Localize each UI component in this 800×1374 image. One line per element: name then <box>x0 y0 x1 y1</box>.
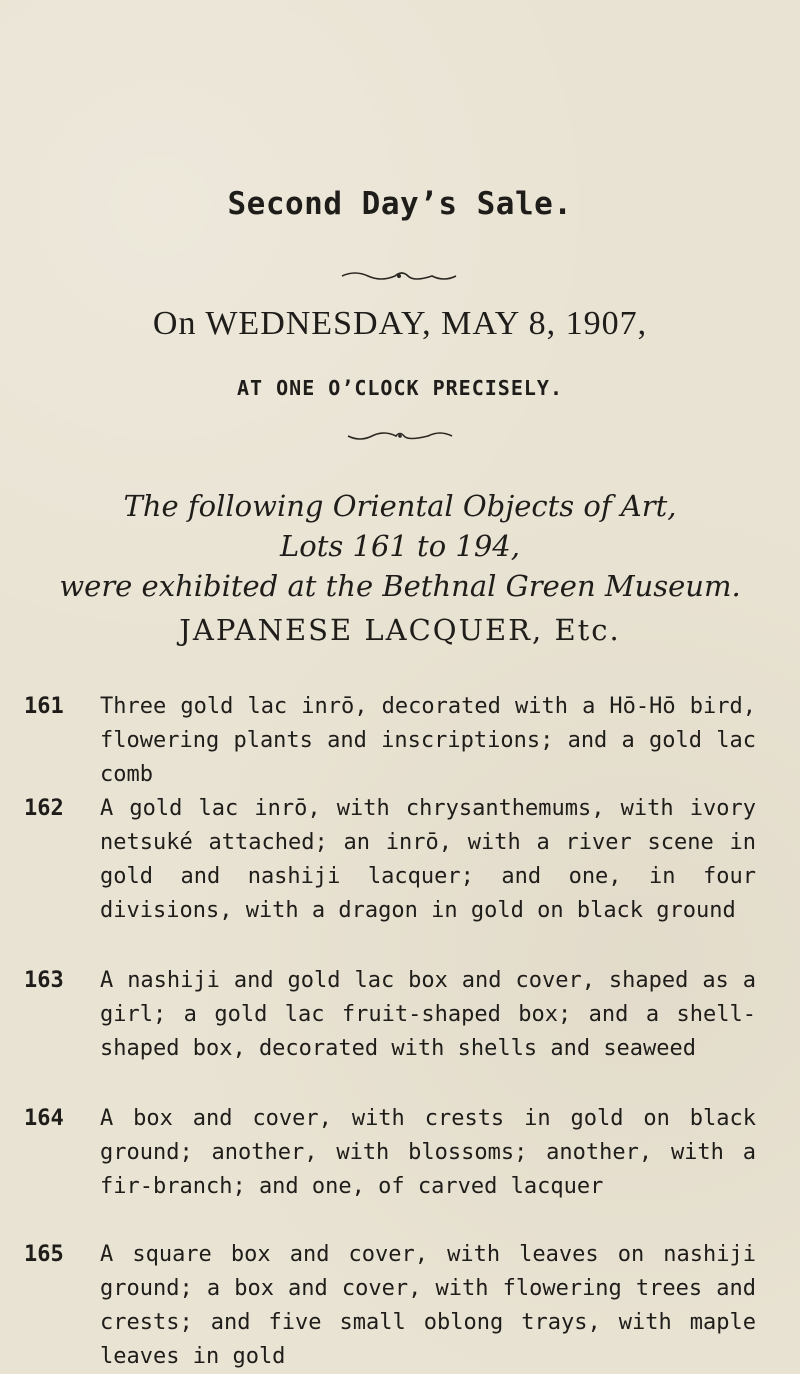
lot-number: 161 <box>24 694 64 719</box>
lot-item <box>24 690 756 792</box>
sale-time: AT ONE O’CLOCK PRECISELY. <box>236 376 564 400</box>
intro-line-1: The following Oriental Objects of Art, <box>123 489 677 523</box>
lot-number: 164 <box>24 1106 64 1131</box>
section-heading: JAPANESE LACQUER, Etc. <box>179 613 621 647</box>
intro-line-2: Lots 161 to 194, <box>280 529 520 563</box>
lot-number: 165 <box>24 1242 64 1267</box>
sale-date: On WEDNESDAY, MAY 8, 1907, <box>152 305 648 342</box>
lot-number: 162 <box>24 796 64 821</box>
lot-number: 163 <box>24 968 64 993</box>
intro-text <box>40 486 760 606</box>
lot-description: A gold lac inrō, with chrysanthemums, with ivory netsuké attached; an inrō, with a river scene in gold and nashiji lacquer; and one, in four divisions, with a dragon in gold on black ground <box>100 796 756 923</box>
lot-description: A box and cover, with crests in gold on black ground; another, with blossoms; another, with a fir-branch; and one, of carved lacquer <box>100 1106 756 1199</box>
lot-item <box>24 964 756 1066</box>
flourish-divider-icon <box>340 268 458 284</box>
lot-description: A square box and cover, with leaves on nashiji ground; a box and cover, with flowering trees and crests; and five small oblong trays, with maple leaves in gold <box>100 1242 756 1369</box>
lot-item <box>24 1102 756 1204</box>
flourish-divider-icon <box>346 428 454 444</box>
lot-description: Three gold lac inrō, decorated with a Hō-Hō bird, flowering plants and inscriptions; and a gold lac comb <box>100 694 756 787</box>
lot-item <box>24 1238 756 1374</box>
lot-item <box>24 792 756 928</box>
lot-description: A nashiji and gold lac box and cover, shaped as a girl; a gold lac fruit-shaped box; and a shell-shaped box, decorated with shells and seaweed <box>100 968 756 1061</box>
intro-line-3: were exhibited at the Bethnal Green Museum. <box>59 569 741 603</box>
page-title: Second Day’s Sale. <box>227 186 573 222</box>
